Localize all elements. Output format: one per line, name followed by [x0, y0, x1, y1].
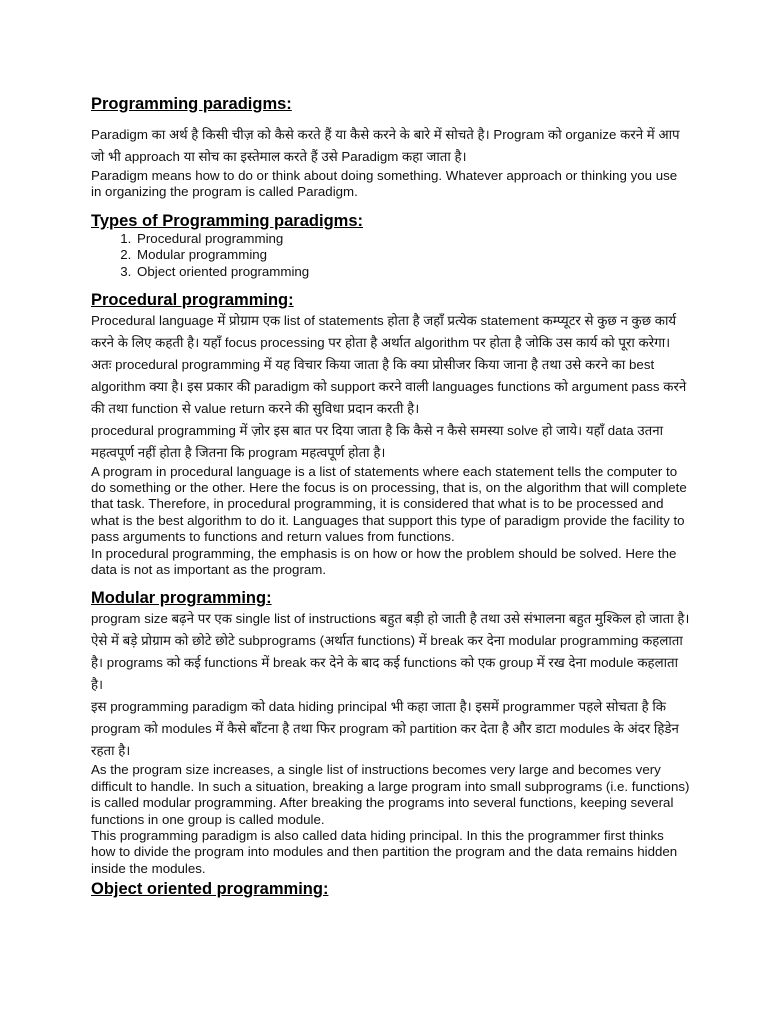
heading-modular-programming: Modular programming: — [91, 589, 272, 608]
modular-english-paragraph-1: As the program size increases, a single list of instructions becomes very large and becomes very difficult to handle. In such a situation, breaking a large program into small subprograms (i.e. functions) is called modular programming. After breaking the programs into several functions, keeping several functions in one group is called module. — [91, 762, 690, 827]
paradigm-types-list — [91, 231, 690, 281]
list-item: 1. Procedural programming — [135, 231, 690, 248]
intro-english-paragraph: Paradigm means how to do or think about doing something. Whatever approach or thinking you use in organizing the program is called Paradigm. — [91, 168, 678, 200]
modular-english-paragraph-2: This programming paradigm is also called data hiding principal. In this the programmer first thinks how to divide the program into modules and then partition the program and the data remains hidden inside the modules. — [91, 828, 678, 876]
procedural-hindi-paragraph-1: Procedural language में प्रोग्राम एक list of statements होता है जहाँ प्रत्येक statement कम्प्यूटर से कुछ न कुछ कार्य करने के लिए कहती है। यहाँ focus processing पर होता है अर्थात algorithm पर होता है जोकि उस कार्य को पूरा करेगा। अतः procedural programming में यह विचार किया जाता है कि क्या प्रोसीजर किया जाना है तथा उसे करने का best algorithm क्या है। इस प्रकार की paradigm को support करने वाली languages functions को argument pass करने की तथा function से value return करने की सुविधा प्रदान करती है। — [91, 312, 687, 416]
procedural-hindi-paragraph-2: procedural programming में ज़ोर इस बात पर दिया जाता है कि कैसे न कैसे समस्या solve हो जाये। यहाँ data उतना महत्वपूर्ण नहीं होता है जितना कि program महत्वपूर्ण होता है। — [91, 422, 664, 460]
heading-procedural-programming: Procedural programming: — [91, 290, 294, 309]
intro-hindi-paragraph: Paradigm का अर्थ है किसी चीज़ को कैसे करते हैं या कैसे करने के बारे में सोचते है। Program को organize करने में आप जो भी approach या सोच का इस्तेमाल करते हैं उसे Paradigm कहा जाता है। — [91, 127, 680, 164]
modular-hindi-paragraph-2: इस programming paradigm को data hiding principal भी कहा जाता है। इसमें programmer पहले सोचता है कि program को modules में कैसे बाँटना है तथा फिर program को partition कर देता है और डाटा modules के अंदर हिडेन रहता है। — [91, 699, 679, 759]
heading-types-of-paradigms: Types of Programming paradigms: — [91, 211, 363, 230]
procedural-english-paragraph-2: In procedural programming, the emphasis is on how or how the problem should be solved. Here the data is not as important as the program. — [91, 545, 677, 578]
procedural-english-paragraph-1: A program in procedural language is a list of statements where each statement tells the computer to do something or the other. Here the focus is on processing, that is, on the algorithm that will complete that task. Therefore, in procedural programming, it is considered that what is to be processed and what is the best algorithm to do it. Languages that support this type of paradigm provide the facility to pass arguments to functions and return values from functions. — [91, 463, 687, 545]
modular-hindi-paragraph-1: program size बढ़ने पर एक single list of instructions बहुत बड़ी हो जाती है तथा उसे संभालना बहुत मुश्किल हो जाता है। ऐसे में बड़े प्रोग्राम को छोटे छोटे subprograms (अर्थात functions) में break कर देना modular programming कहलाता है। programs को कई functions में break कर देने के बाद कई functions को एक group में रख देना module कहलाता है। — [91, 611, 690, 693]
list-item: 2. Modular programming — [135, 247, 690, 264]
heading-object-oriented-programming: Object oriented programming: — [91, 880, 329, 899]
list-item: 3. Object oriented programming — [135, 264, 690, 281]
heading-programming-paradigms: Programming paradigms: — [91, 95, 292, 113]
